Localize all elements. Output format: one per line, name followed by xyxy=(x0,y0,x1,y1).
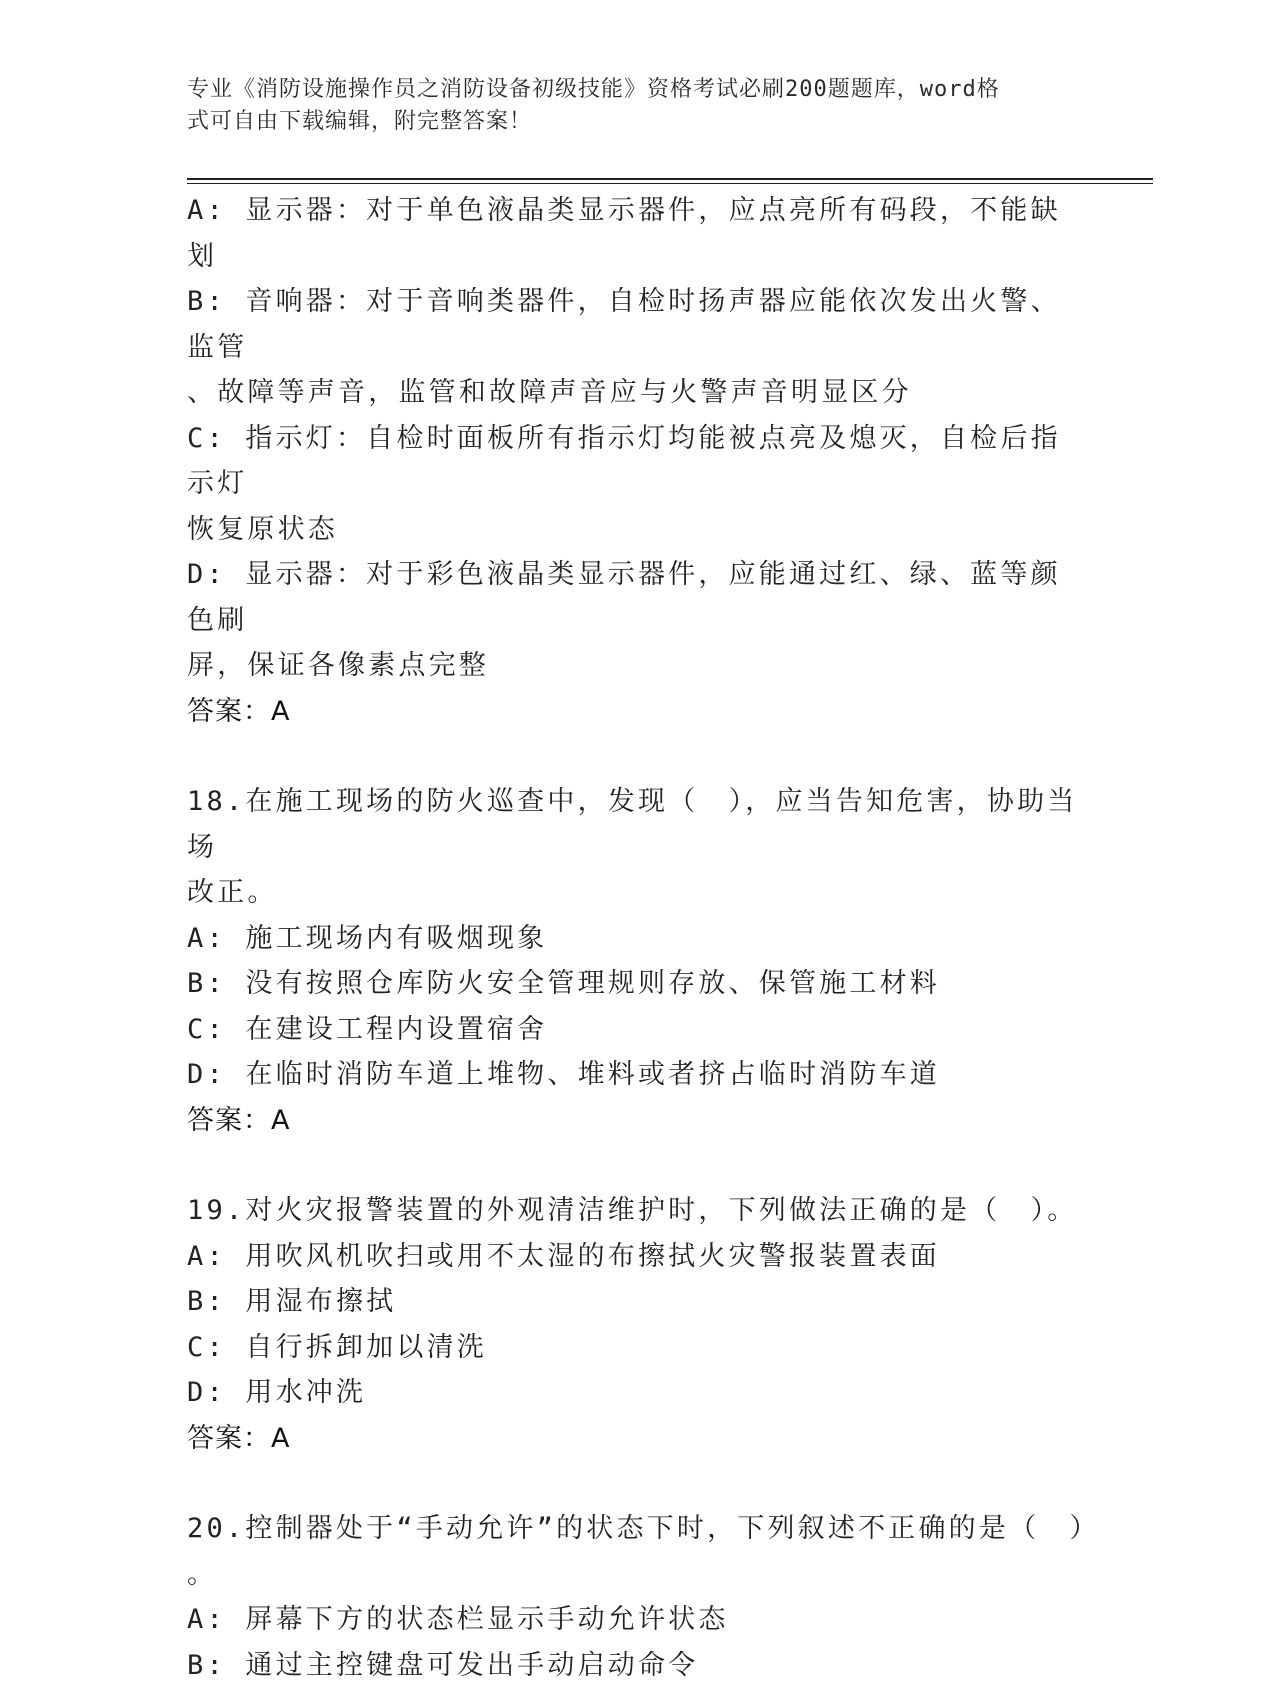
question-stem: 20.控制器处于“手动允许”的状态下时，下列叙述不正确的是（ ） xyxy=(187,1506,1087,1552)
option-c: C: 指示灯：自检时面板所有指示灯均能被点亮及熄灭，自检后指示灯 xyxy=(187,416,1087,507)
spacer xyxy=(187,1143,1087,1188)
question-stem: 19.对火灾报警装置的外观清洁维护时，下列做法正确的是（ ）。 xyxy=(187,1188,1087,1234)
option-d: D: 在临时消防车道上堆物、堆料或者挤占临时消防车道 xyxy=(187,1052,1087,1098)
question-list xyxy=(187,188,1087,1688)
document-header xyxy=(187,74,1067,138)
question-stem-continued: 。 xyxy=(187,1552,1087,1598)
option-d: D: 显示器：对于彩色液晶类显示器件，应能通过红、绿、蓝等颜色刷 xyxy=(187,552,1087,643)
header-line-2: 式可自由下载编辑，附完整答案！ xyxy=(187,106,1067,138)
header-divider-thick xyxy=(187,178,1153,180)
header-line-1: 专业《消防设施操作员之消防设备初级技能》资格考试必刷200题题库，word格 xyxy=(187,74,1067,106)
option-d-continued: 屏，保证各像素点完整 xyxy=(187,643,1087,689)
option-b: B: 通过主控键盘可发出手动启动命令 xyxy=(187,1643,1087,1688)
option-c-continued: 恢复原状态 xyxy=(187,507,1087,553)
question-19 xyxy=(187,1188,1087,1461)
option-a: A: 用吹风机吹扫或用不太湿的布擦拭火灾警报装置表面 xyxy=(187,1234,1087,1280)
option-b: B: 音响器：对于音响类器件，自检时扬声器应能依次发出火警、监管 xyxy=(187,279,1087,370)
option-b: B: 没有按照仓库防火安全管理规则存放、保管施工材料 xyxy=(187,961,1087,1007)
spacer xyxy=(187,734,1087,779)
question-stem: 18.在施工现场的防火巡查中，发现（ ），应当告知危害，协助当场 xyxy=(187,779,1087,870)
question-20 xyxy=(187,1506,1087,1688)
question-18 xyxy=(187,779,1087,1143)
option-c: C: 自行拆卸加以清洗 xyxy=(187,1325,1087,1371)
answer-label: 答案：A xyxy=(187,1416,1087,1462)
question-17-options xyxy=(187,188,1087,734)
option-a: A: 显示器：对于单色液晶类显示器件，应点亮所有码段，不能缺划 xyxy=(187,188,1087,279)
option-b: B: 用湿布擦拭 xyxy=(187,1279,1087,1325)
question-stem-continued: 改正。 xyxy=(187,870,1087,916)
header-divider-thin xyxy=(187,183,1153,184)
option-a: A: 施工现场内有吸烟现象 xyxy=(187,916,1087,962)
answer-label: 答案：A xyxy=(187,1098,1087,1144)
option-a: A: 屏幕下方的状态栏显示手动允许状态 xyxy=(187,1597,1087,1643)
option-b-continued: 、故障等声音，监管和故障声音应与火警声音明显区分 xyxy=(187,370,1087,416)
option-c: C: 在建设工程内设置宿舍 xyxy=(187,1007,1087,1053)
option-d: D: 用水冲洗 xyxy=(187,1370,1087,1416)
spacer xyxy=(187,1461,1087,1506)
answer-label: 答案：A xyxy=(187,689,1087,735)
